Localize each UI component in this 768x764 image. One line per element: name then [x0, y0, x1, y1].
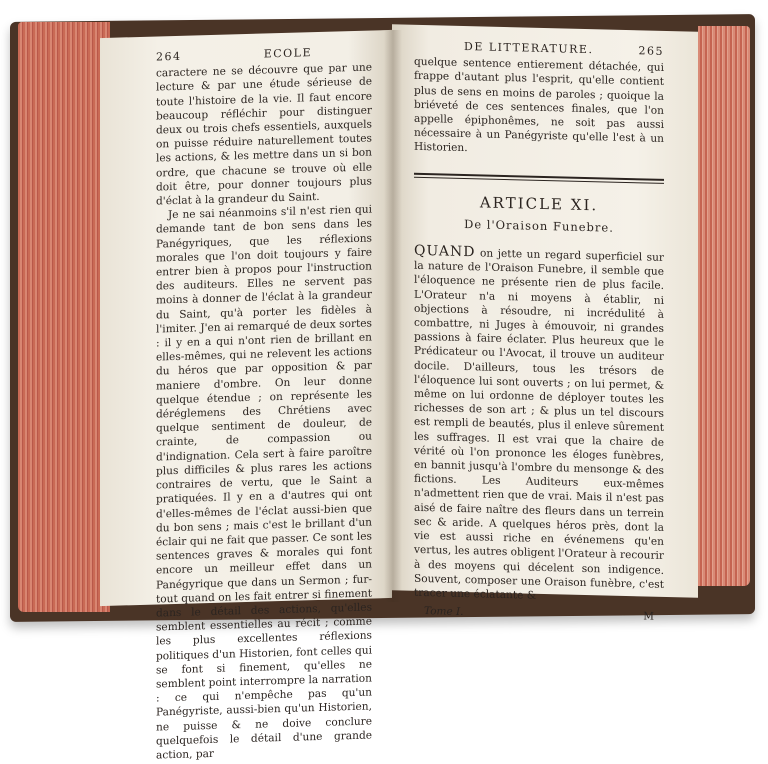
right-paragraph-2-text: on jette un regard superficiel sur la nature de l'Oraison Funebre, il semble que l'éloquence ne présente rien de plus facile. L'Orateur n'a ni moyens à établir, ni objections à résoudre, ni incrédulité à combattre, ni Juges à émouvoir, ni grandes passions à faire éclater. Plus heureux que le Prédicateur ou l'Avocat, il trouve un auditeur docile. D'ailleurs, tous les trésors de l'éloquence lui sont ouverts ; on lui permet, & même on lui ordonne de déployer toutes les richesses de son art ; & plus un tel discours est rempli de beautés, plus il enleve sûrement les suffrages. Il est vrai que la chaire de vérité où l'on prononce les éloges funèbres, en bannit jusqu'à l'ombre du mensonge & des fictions. Les Auditeurs eux-mêmes n'admettent rien que de vrai. Mais il n'est pas aisé de faire naître des fleurs dans un terrein sec & aride. A quelques héros près, dont la vie est aussi riche en événemens qu'en vertus, les autres obligent l'Orateur à recourir à des moyens qui décelent son indigence. Souvent, composer une Oraison funèbre, c'est tracer une éclatante &: [414, 247, 664, 602]
book-gutter: [384, 30, 402, 602]
left-header-title: ECOLE: [263, 46, 312, 61]
article-subtitle: De l'Oraison Funebre.: [464, 216, 614, 235]
volume-label: Tome I.: [424, 605, 464, 619]
right-page-number: 265: [638, 44, 664, 58]
dropcap: QUAND: [414, 242, 476, 261]
right-header-title: DE LITTERATURE.: [464, 40, 594, 57]
section-rule: [414, 172, 664, 183]
article-title: ARTICLE XI.: [479, 193, 599, 214]
left-page-number: 264: [156, 49, 182, 64]
left-page-edges: [18, 22, 110, 612]
left-paragraph-1: caractere ne se découvre que par une lecture & par une étude sérieuse de toute l'histoire de la vie. Il faut encore beaucoup réfléchir pour distinguer deux ou trois chefs essentiels, auxquels on puisse réduire naturellement toutes les actions, & les mettre dans un si bon ordre, que chacune se trouve où elle doit être, pour donner toujours plus d'éclat à la grandeur du Saint.: [156, 61, 372, 208]
right-paragraph-2: [414, 244, 664, 606]
right-page-edges: [698, 26, 750, 586]
left-paragraph-2: Je ne sai néanmoins s'il n'est rien qui demande tant de bon sens dans les Panégyriques, que les réflexions morales que l'on doit toujours y faire entrer bien à propos pour l'instruction des auditeurs. Elles ne servent pas moins à donner de l'éclat à la grandeur du Saint, qu'à porter les fidèles à l'imiter. J'en ai remarqué de deux sortes : il y en a qui n'ont rien de brillant en elles-mêmes, qui ne relevent les actions du héros que par opposition & par maniere d'ombre. On leur donne quelque étendue ; on représente les déréglemens des Chrétiens avec quelque sentiment de douleur, de crainte, de compassion ou d'indignation. Cela sert à faire paroître plus difficiles & plus rares les actions contraires de vertu, que le Saint a pratiquées. Il y en a d'autres qui ont d'elles-mêmes de l'éclat aussi-bien que du bon sens ; mais c'est le brillant d'un éclair qui ne fait que passer. Ce sont les sentences graves & morales qui font encore un meilleur effet dans un Panégyrique que dans un Sermon ; fur-tout quand on les fait entrer si finement dans le détail des actions, qu'elles semblent essentielles au récit ; comme les plus excellentes réflexions politiques d'un Historien, font celles qui se font si finement, qu'elles ne semblent point interrompre la narration : ce qui n'empêche pas qu'un Panégyriste, aussi-bien qu'un Historien, ne puisse & ne doive conclure quelquefois le détail d'une grande action, par: [156, 203, 372, 762]
left-page: [100, 30, 392, 762]
right-page: [392, 24, 698, 623]
signature-mark: M: [643, 610, 654, 623]
right-paragraph-1: quelque sentence entierement détachée, qui frappe d'autant plus l'esprit, qu'elle contient plus de sens en moins de paroles ; quoique la briéveté de ces sentences finales, que l'on appelle épiphonêmes, ne soit pas aussi nécessaire à un Panégyriste qu'elle l'est à un Historien.: [414, 56, 664, 155]
